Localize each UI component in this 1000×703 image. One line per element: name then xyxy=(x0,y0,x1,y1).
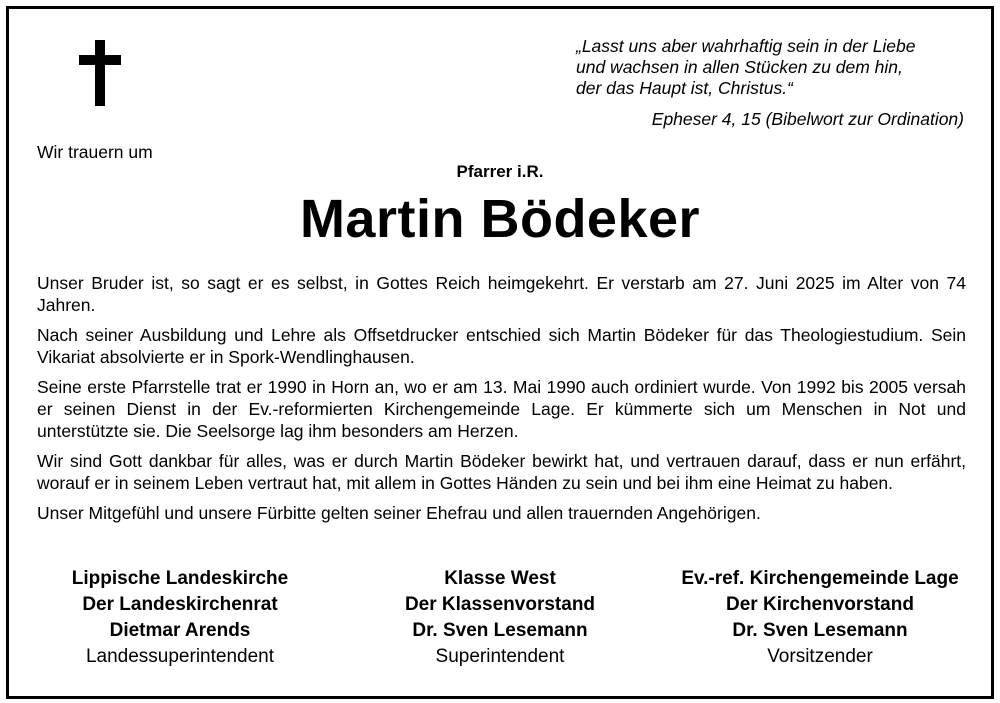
paragraph: Unser Bruder ist, so sagt er es selbst, in Gottes Reich heimgekehrt. Er verstarb am 27. Juni 2025 im Alter von 74 Jahren. xyxy=(37,273,966,315)
signature-role: Vorsitzender xyxy=(767,646,873,667)
signature-person: Dietmar Arends xyxy=(109,620,251,641)
paragraph: Nach seiner Ausbildung und Lehre als Offsetdrucker entschied sich Martin Bödeker für das Theologiestudium. Sein Vikariat absolvierte er in Spork-Wendlinghausen. xyxy=(37,325,966,367)
deceased-title: Pfarrer i.R. xyxy=(456,162,544,181)
signature-block xyxy=(20,566,980,670)
signature-org: Klasse West xyxy=(444,568,556,589)
obituary-body xyxy=(37,272,966,532)
paragraph: Wir sind Gott dankbar für alles, was er durch Martin Bödeker bewirkt hat, und vertrauen darauf, dass er nun erfährt, worauf er in seinem Leben vertraut hat, mit allem in Gottes Händen zu sein und bei ihm eine Heimat zu haben. xyxy=(37,451,966,493)
quote-line: der das Haupt ist, Christus.“ xyxy=(576,78,793,98)
signature-body: Der Klassenvorstand xyxy=(404,594,596,615)
signature-body: Der Landeskirchenrat xyxy=(82,594,278,615)
signature-role: Superintendent xyxy=(435,646,565,667)
bible-quote xyxy=(576,36,976,99)
signature-org: Ev.-ref. Kirchengemeinde Lage xyxy=(681,568,959,589)
quote-source: Epheser 4, 15 (Bibelwort zur Ordination) xyxy=(651,109,964,129)
signature-role: Landessuperintendent xyxy=(85,646,275,667)
signature-person: Dr. Sven Lesemann xyxy=(732,620,908,641)
signature-1 xyxy=(20,566,340,670)
signature-body: Der Kirchenvorstand xyxy=(726,594,914,615)
cross-icon xyxy=(79,40,121,106)
signature-org: Lippische Landeskirche xyxy=(71,568,289,589)
signature-person: Dr. Sven Lesemann xyxy=(412,620,588,641)
signature-3 xyxy=(660,566,980,670)
paragraph: Seine erste Pfarrstelle trat er 1990 in Horn an, wo er am 13. Mai 1990 auch ordiniert wurde. Von 1992 bis 2005 versah er seinen Dienst in der Ev.-reformierten Kirchengemeinde Lage. Er kümmerte sich um Menschen in Not und unterstützte sie. Die Seelsorge lag ihm besonders am Herzen. xyxy=(37,377,966,441)
quote-line: und wachsen in allen Stücken zu dem hin, xyxy=(576,57,903,77)
intro-text: Wir trauern um xyxy=(37,142,153,162)
deceased-name: Martin Bödeker xyxy=(299,189,701,249)
paragraph: Unser Mitgefühl und unsere Fürbitte gelten seiner Ehefrau und allen trauernden Angehörigen. xyxy=(37,503,761,523)
signature-2 xyxy=(340,566,660,670)
quote-line: „Lasst uns aber wahrhaftig sein in der Liebe xyxy=(576,36,916,56)
